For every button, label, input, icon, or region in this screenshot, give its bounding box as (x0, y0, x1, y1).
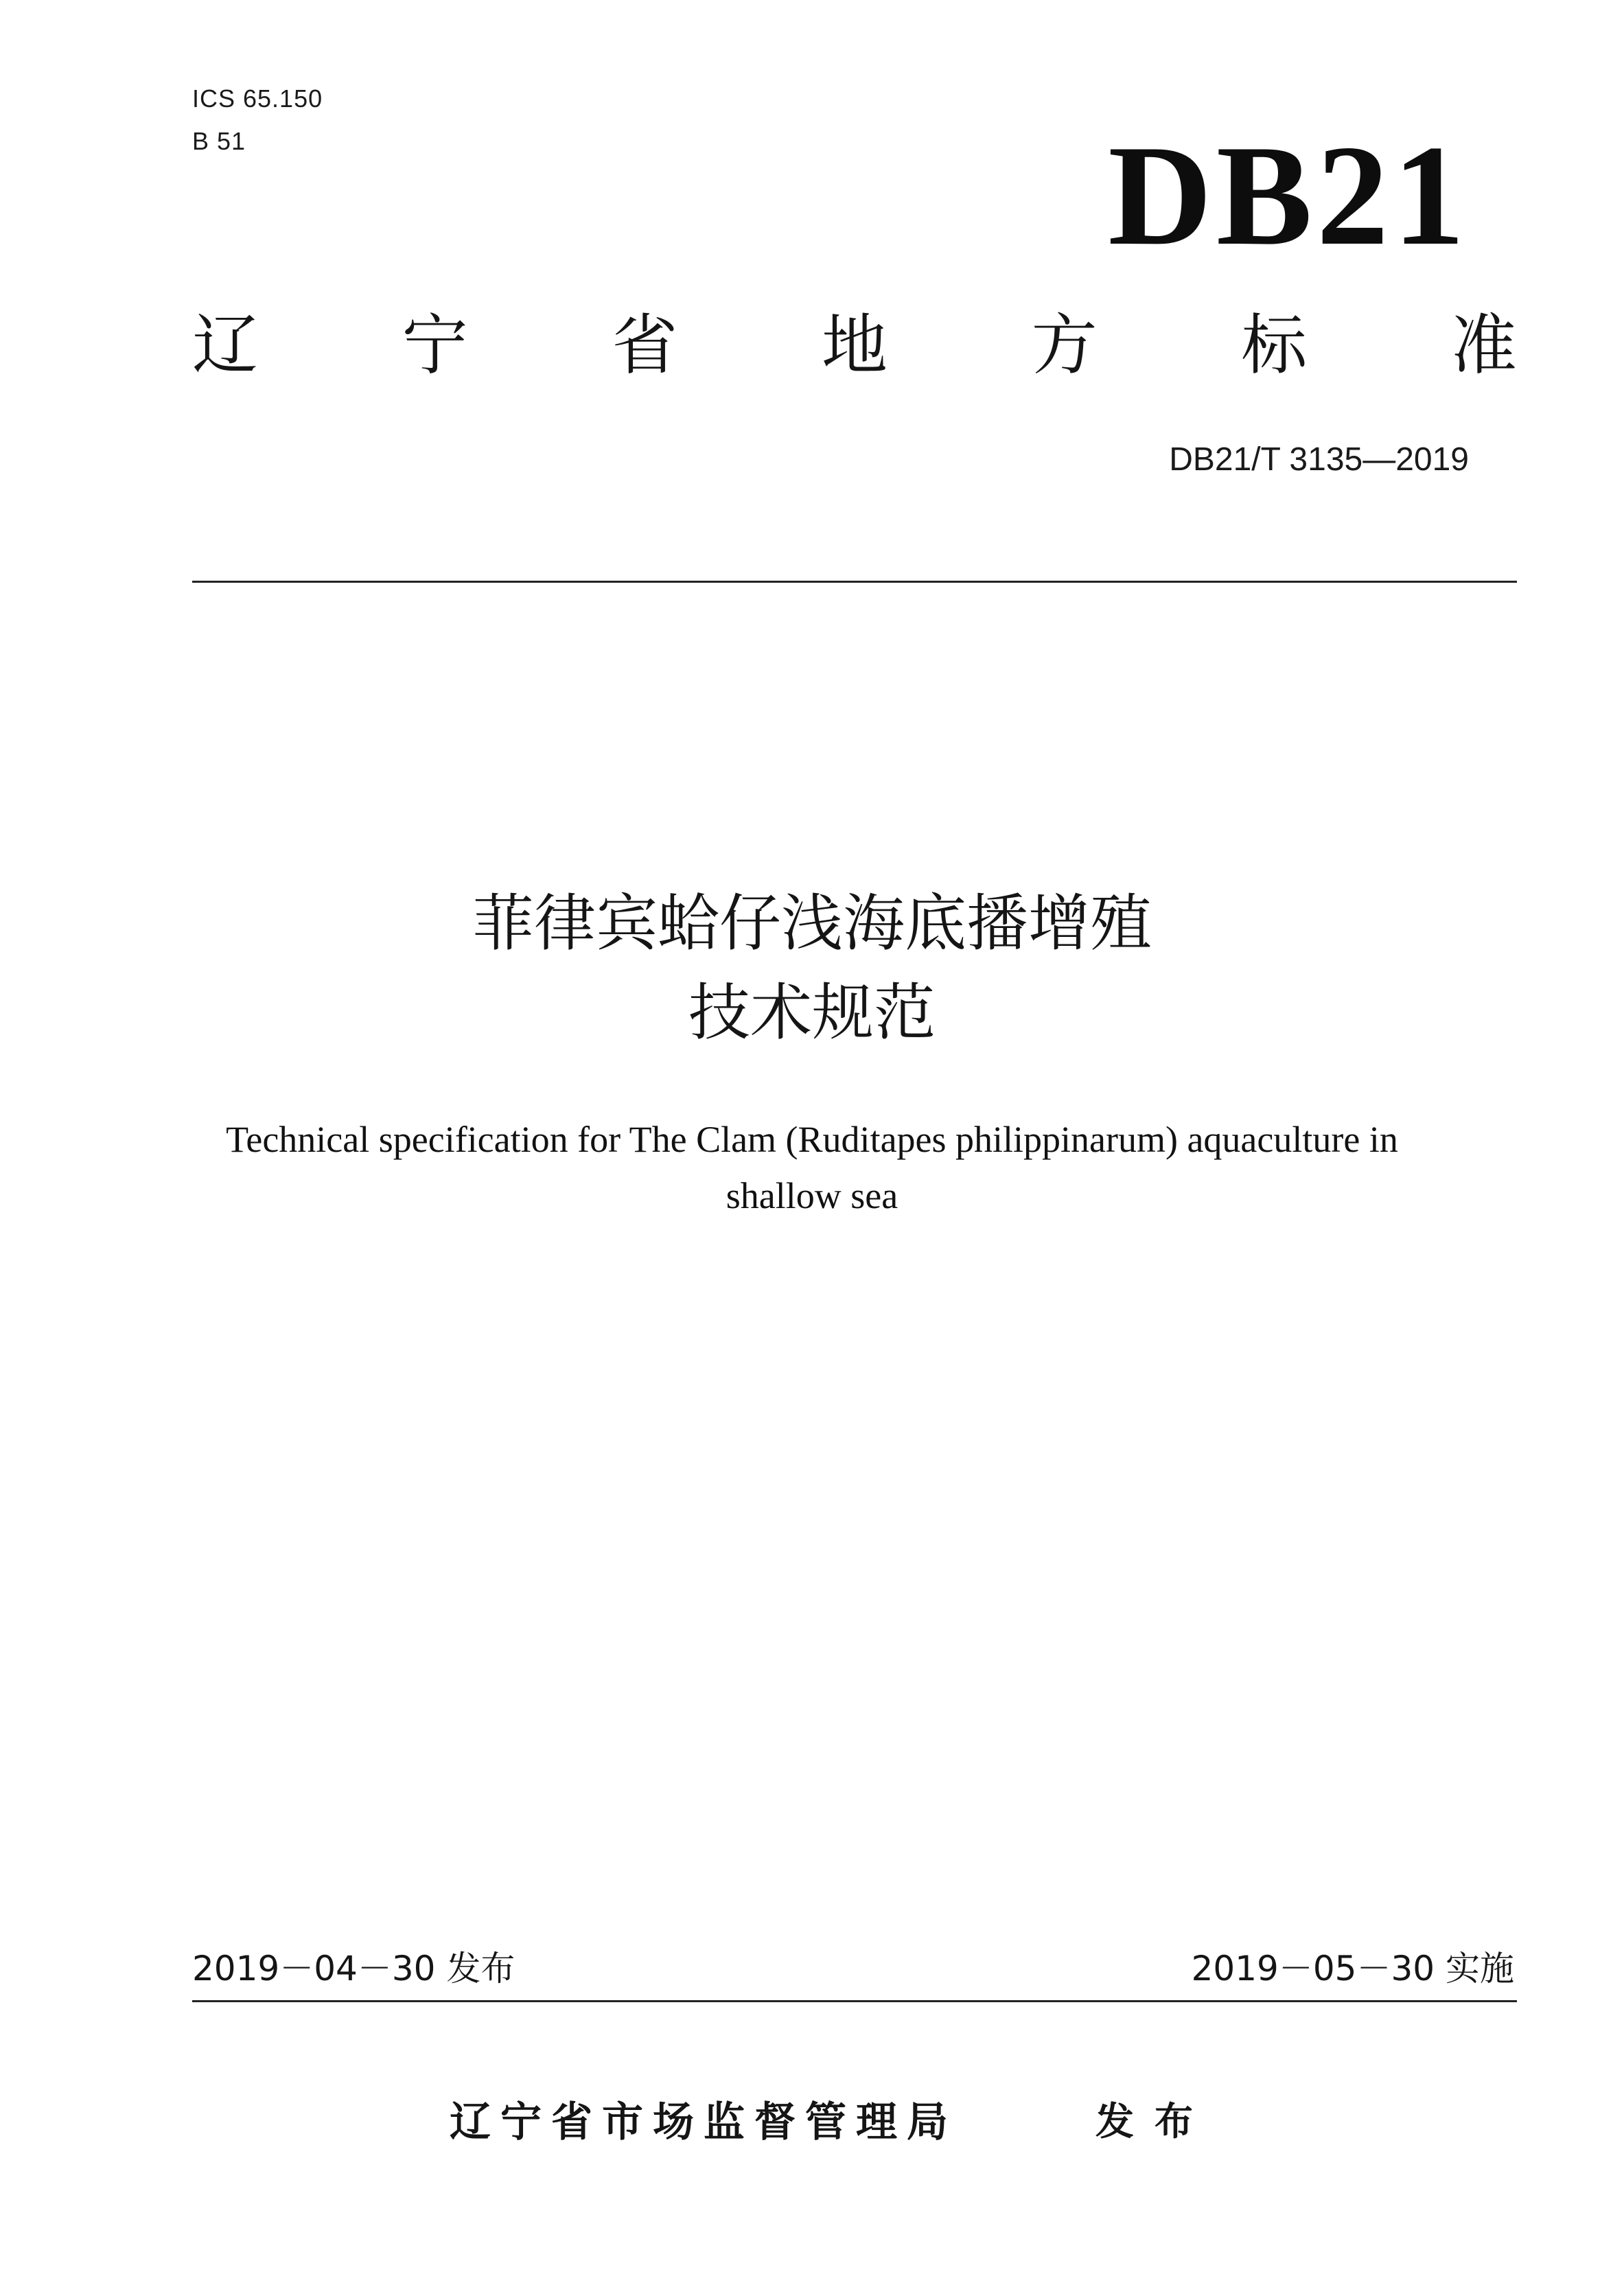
publish-label: 发布 (1095, 2100, 1214, 2144)
footer-divider (192, 2000, 1517, 2002)
classification-code: B 51 (192, 127, 246, 155)
chinese-title-line-2: 技术规范 (688, 977, 936, 1049)
issue-date: 2019－04－30 发布 (192, 1949, 515, 1988)
standard-type-char: 标 (1241, 307, 1308, 384)
chinese-title-line-1: 菲律宾蛤仔浅海底播增殖 (472, 888, 1152, 960)
standard-type-char: 准 (1450, 307, 1517, 384)
standard-type-char: 方 (1031, 307, 1098, 384)
standard-type-char: 宁 (402, 307, 468, 384)
english-title-line-2: shallow sea (726, 1175, 898, 1216)
standard-type-char: 省 (612, 307, 678, 384)
standard-mark: DB21 (1108, 116, 1469, 275)
standard-type-char: 辽 (192, 307, 258, 384)
header-divider (192, 581, 1517, 583)
standard-type-title (192, 308, 1517, 383)
standard-type-char: 地 (821, 307, 888, 384)
ics-code: ICS 65.150 (192, 84, 323, 113)
english-title-line-1: Technical specification for The Clam (Ruditapes philippinarum) aquaculture in (226, 1119, 1398, 1160)
publisher-name: 辽宁省市场监督管理局 (450, 2098, 958, 2146)
document-number: DB21/T 3135—2019 (1169, 441, 1469, 478)
implementation-date: 2019－05－30 实施 (1191, 1949, 1514, 1988)
